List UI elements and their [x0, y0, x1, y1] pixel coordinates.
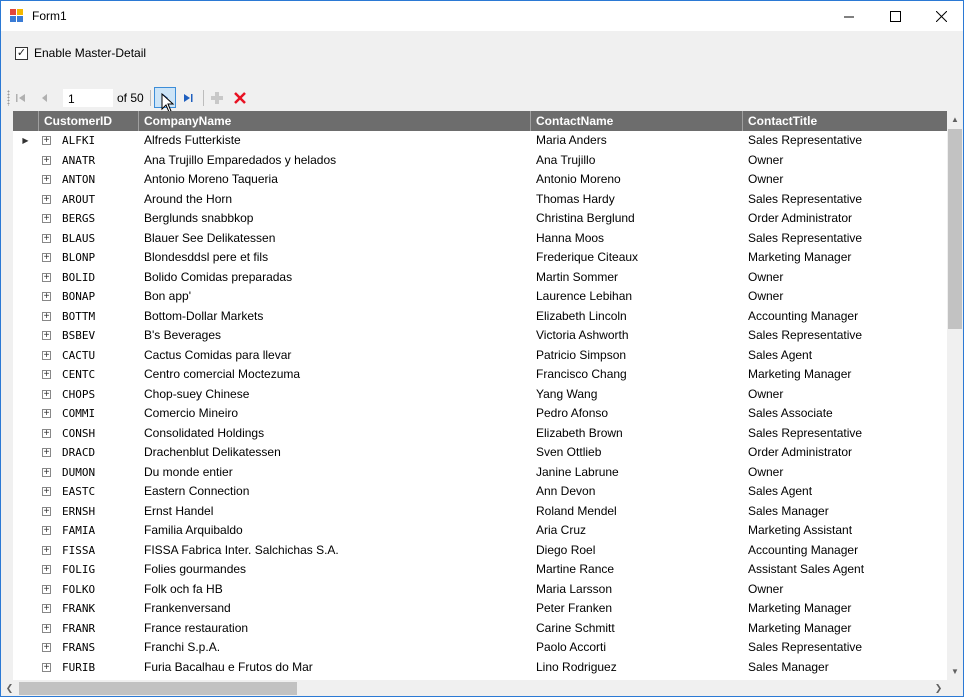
row-header[interactable] [13, 268, 38, 288]
cell-contactname[interactable]: Janine Labrune [536, 464, 619, 479]
maximize-button[interactable] [872, 1, 918, 31]
table-row[interactable] [13, 287, 947, 307]
move-last-button[interactable] [178, 89, 198, 107]
table-row[interactable] [13, 463, 947, 483]
expand-row-icon[interactable]: + [43, 193, 50, 205]
cell-customerid[interactable]: EASTC [62, 485, 96, 498]
cell-contacttitle[interactable]: Marketing Manager [748, 601, 852, 615]
column-header-contactname[interactable]: ContactName [530, 111, 742, 131]
cell-customerid[interactable]: ERNSH [62, 504, 96, 518]
table-row[interactable] [13, 131, 947, 151]
horizontal-scroll-thumb[interactable] [19, 682, 297, 695]
expand-row-icon[interactable]: + [43, 583, 50, 595]
move-first-button[interactable] [11, 89, 31, 107]
row-header[interactable] [13, 443, 38, 463]
cell-contactname[interactable]: Patricio Simpson [536, 347, 627, 362]
cell-companyname[interactable]: Drachenblut Delikatessen [144, 445, 281, 459]
cell-contactname[interactable]: Roland Mendel [536, 503, 617, 518]
expand-row-icon[interactable]: + [43, 135, 50, 146]
expand-row-icon[interactable]: + [43, 564, 50, 575]
scroll-down-icon[interactable]: ▼ [951, 667, 959, 676]
table-row[interactable] [13, 268, 947, 288]
expand-row-icon[interactable]: + [43, 642, 50, 653]
expand-row-icon[interactable]: + [43, 622, 50, 634]
scroll-left-icon[interactable]: ❮ [5, 683, 14, 693]
expand-row-icon[interactable]: + [43, 505, 50, 517]
expand-row-icon[interactable]: + [43, 174, 50, 185]
expand-row-icon[interactable]: + [43, 310, 50, 322]
row-header[interactable] [13, 209, 38, 229]
table-row[interactable] [13, 619, 947, 639]
cell-contactname[interactable]: Elizabeth Brown [536, 425, 623, 440]
cell-companyname[interactable]: Berglunds snabbkop [144, 211, 254, 225]
row-header[interactable] [13, 521, 38, 541]
delete-button[interactable] [230, 89, 250, 107]
cell-customerid[interactable]: BLONP [62, 251, 96, 264]
row-header[interactable] [13, 170, 38, 190]
cell-companyname[interactable]: Blauer See Delikatessen [144, 230, 276, 245]
cell-contacttitle[interactable]: Sales Representative [748, 230, 863, 245]
cell-contactname[interactable]: Lino Rodriguez [536, 659, 617, 674]
cell-contactname[interactable]: Diego Roel [536, 542, 596, 557]
expand-row-icon[interactable]: + [43, 349, 50, 361]
expand-row-icon[interactable]: + [43, 544, 50, 556]
minimize-icon [844, 11, 855, 22]
expand-row-icon[interactable]: + [43, 408, 50, 419]
table-row[interactable] [13, 151, 947, 171]
cell-customerid[interactable]: ANATR [62, 153, 96, 167]
table-row[interactable] [13, 541, 947, 561]
toolbar-separator [203, 90, 204, 106]
cell-customerid[interactable]: FURIB [62, 660, 96, 674]
delete-icon [233, 91, 247, 105]
scroll-up-icon[interactable]: ▲ [951, 115, 959, 124]
cell-customerid[interactable]: FOLKO [62, 582, 96, 596]
table-row[interactable] [13, 365, 947, 385]
row-header[interactable] [13, 463, 38, 483]
customers-grid[interactable] [13, 111, 947, 680]
expand-row-icon[interactable]: + [43, 447, 50, 458]
table-row[interactable] [13, 599, 947, 619]
master-detail-checkbox[interactable] [15, 47, 28, 60]
cell-companyname[interactable]: Antonio Moreno Taqueria [144, 172, 278, 186]
cell-contacttitle[interactable]: Sales Agent [748, 484, 813, 498]
cell-companyname[interactable]: Comercio Mineiro [144, 406, 239, 420]
cell-companyname[interactable]: Familia Arquibaldo [144, 523, 243, 537]
table-row[interactable] [13, 209, 947, 229]
cell-contactname[interactable]: Elizabeth Lincoln [536, 308, 627, 323]
cell-companyname[interactable]: Blondesddsl pere et fils [144, 250, 269, 264]
expand-row-icon[interactable]: + [43, 232, 50, 244]
cell-contactname[interactable]: Hanna Moos [536, 230, 605, 245]
cell-contacttitle[interactable]: Order Administrator [748, 211, 853, 225]
cell-contactname[interactable]: Martin Sommer [536, 269, 619, 284]
expand-row-icon[interactable]: + [43, 388, 50, 400]
cell-customerid[interactable]: FOLIG [62, 563, 96, 576]
scroll-right-icon[interactable]: ❯ [934, 683, 943, 693]
cell-companyname[interactable]: Cactus Comidas para llevar [144, 347, 292, 362]
cell-companyname[interactable]: Chop-suey Chinese [144, 386, 250, 401]
row-header[interactable] [13, 658, 38, 678]
expand-row-icon[interactable]: + [43, 486, 50, 497]
cell-companyname[interactable]: Consolidated Holdings [144, 425, 265, 440]
row-header[interactable] [13, 385, 38, 405]
cell-contacttitle[interactable]: Owner [748, 172, 784, 186]
cell-customerid[interactable]: COMMI [62, 407, 96, 420]
grid-header [13, 111, 947, 131]
table-row[interactable] [13, 326, 947, 346]
cell-contactname[interactable]: Sven Ottlieb [536, 445, 602, 459]
expand-row-icon[interactable]: + [43, 291, 50, 302]
cell-contacttitle[interactable]: Assistant Sales Agent [748, 562, 865, 576]
table-row[interactable] [13, 521, 947, 541]
row-header[interactable] [13, 248, 38, 268]
column-header-customerid[interactable]: CustomerID [38, 111, 138, 131]
header-corner[interactable] [13, 111, 38, 131]
cell-companyname[interactable]: Bolido Comidas preparadas [144, 269, 293, 284]
cell-contactname[interactable]: Christina Berglund [536, 211, 635, 225]
cell-companyname[interactable]: Centro comercial Moctezuma [144, 367, 301, 381]
horizontal-scrollbar[interactable] [1, 680, 947, 697]
plus-icon [210, 91, 224, 105]
expand-row-icon[interactable]: + [43, 271, 50, 283]
cell-companyname[interactable]: Bottom-Dollar Markets [144, 308, 264, 323]
cell-contacttitle[interactable]: Sales Agent [748, 347, 813, 362]
table-row[interactable] [13, 346, 947, 366]
cell-companyname[interactable]: France restauration [144, 620, 249, 635]
table-row[interactable] [13, 443, 947, 463]
cell-contacttitle[interactable]: Owner [748, 289, 784, 303]
cell-contacttitle[interactable]: Owner [748, 152, 784, 167]
expand-row-icon[interactable]: + [43, 330, 50, 341]
cell-contacttitle[interactable]: Sales Manager [748, 659, 829, 674]
cell-customerid[interactable]: BLAUS [62, 231, 96, 245]
master-detail-label: Enable Master-Detail [34, 46, 147, 60]
cell-contactname[interactable]: Ana Trujillo [536, 152, 596, 167]
record-count-label: of 50 [117, 91, 144, 105]
table-row[interactable] [13, 658, 947, 678]
cell-contactname[interactable]: Aria Cruz [536, 523, 587, 537]
expand-row-icon[interactable]: + [43, 213, 50, 224]
cell-companyname[interactable]: Folk och fa HB [144, 581, 223, 596]
cell-customerid[interactable]: BERGS [62, 212, 96, 225]
cell-customerid[interactable]: ALFKI [62, 134, 96, 147]
move-last-icon [182, 92, 194, 104]
row-header[interactable] [13, 307, 38, 327]
cell-companyname[interactable]: FISSA Fabrica Inter. Salchichas S.A. [144, 542, 339, 557]
table-row[interactable] [13, 248, 947, 268]
cell-customerid[interactable]: CHOPS [62, 387, 96, 401]
cell-contactname[interactable]: Paolo Accorti [536, 640, 607, 654]
cell-contacttitle[interactable]: Marketing Manager [748, 620, 852, 635]
cell-customerid[interactable]: FRANK [62, 602, 96, 615]
cell-contacttitle[interactable]: Accounting Manager [748, 308, 859, 323]
cell-contactname[interactable]: Maria Larsson [536, 581, 613, 596]
cell-contactname[interactable]: Yang Wang [536, 386, 598, 401]
toolbar-grip[interactable] [7, 90, 10, 106]
cell-companyname[interactable]: B's Beverages [144, 328, 221, 342]
cell-customerid[interactable]: ANTON [62, 173, 96, 186]
add-new-button[interactable] [207, 89, 227, 107]
cell-contacttitle[interactable]: Sales Representative [748, 328, 863, 342]
cell-customerid[interactable]: DUMON [62, 465, 96, 479]
cell-contacttitle[interactable]: Sales Associate [748, 406, 833, 420]
cell-customerid[interactable]: FISSA [62, 543, 96, 557]
cell-customerid[interactable]: BSBEV [62, 329, 96, 342]
cell-customerid[interactable]: CENTC [62, 368, 96, 381]
cell-contactname[interactable]: Martine Rance [536, 562, 615, 576]
cell-companyname[interactable]: Folies gourmandes [144, 562, 247, 576]
cell-contacttitle[interactable]: Sales Representative [748, 425, 863, 440]
row-header[interactable] [13, 619, 38, 639]
cell-contactname[interactable]: Antonio Moreno [536, 172, 621, 186]
cell-contacttitle[interactable]: Marketing Manager [748, 367, 852, 381]
cell-customerid[interactable]: DRACD [62, 446, 96, 459]
vertical-scroll-thumb[interactable] [948, 129, 962, 329]
cell-contactname[interactable]: Frederique Citeaux [536, 250, 639, 264]
expand-row-icon[interactable]: + [43, 427, 50, 439]
row-header[interactable] [13, 326, 38, 346]
cell-customerid[interactable]: FRANS [62, 641, 96, 654]
row-header[interactable] [13, 365, 38, 385]
cell-companyname[interactable]: Du monde entier [144, 464, 233, 479]
cell-contacttitle[interactable]: Owner [748, 581, 784, 596]
cell-contactname[interactable]: Ann Devon [536, 484, 596, 498]
cell-contactname[interactable]: Carine Schmitt [536, 620, 615, 635]
cell-contactname[interactable]: Maria Anders [536, 133, 607, 147]
cell-customerid[interactable]: BOTTM [62, 309, 96, 323]
cell-contacttitle[interactable]: Owner [748, 386, 784, 401]
expand-row-icon[interactable]: + [43, 252, 50, 263]
row-header[interactable] [13, 424, 38, 444]
expand-row-icon[interactable]: + [43, 603, 50, 614]
cell-contacttitle[interactable]: Order Administrator [748, 445, 853, 459]
cell-contactname[interactable]: Francisco Chang [536, 367, 627, 381]
cell-customerid[interactable]: FAMIA [62, 524, 96, 537]
table-row[interactable] [13, 307, 947, 327]
toolbar-separator [150, 90, 151, 106]
table-row[interactable] [13, 482, 947, 502]
cell-contacttitle[interactable]: Marketing Assistant [748, 523, 853, 537]
maximize-icon [890, 11, 901, 22]
title-bar[interactable] [1, 1, 963, 31]
table-row[interactable] [13, 385, 947, 405]
row-header[interactable] [13, 287, 38, 307]
cell-companyname[interactable]: Franchi S.p.A. [144, 640, 221, 654]
cell-customerid[interactable]: AROUT [62, 192, 96, 206]
move-first-icon [15, 92, 27, 104]
cell-customerid[interactable]: FRANR [62, 621, 96, 635]
cell-companyname[interactable]: Ana Trujillo Emparedados y helados [144, 152, 337, 167]
cell-companyname[interactable]: Alfreds Futterkiste [144, 133, 241, 147]
column-header-companyname[interactable]: CompanyName [138, 111, 530, 131]
cell-contacttitle[interactable]: Sales Representative [748, 191, 863, 206]
mouse-pointer-icon [161, 93, 175, 113]
cell-contacttitle[interactable]: Marketing Manager [748, 250, 852, 264]
cell-contactname[interactable]: Victoria Ashworth [536, 328, 629, 342]
checkmark-icon: ✓ [16, 46, 27, 59]
minimize-button[interactable] [826, 1, 872, 31]
cell-contacttitle[interactable]: Sales Representative [748, 133, 863, 147]
row-header[interactable]: ▶ [22, 136, 29, 146]
row-header[interactable] [13, 482, 38, 502]
table-row[interactable] [13, 229, 947, 249]
table-row[interactable] [13, 190, 947, 210]
close-icon [936, 11, 947, 22]
row-header[interactable] [13, 580, 38, 600]
cell-contacttitle[interactable]: Owner [748, 464, 784, 479]
table-row[interactable] [13, 580, 947, 600]
row-header[interactable] [13, 560, 38, 580]
cell-customerid[interactable]: BOLID [62, 270, 96, 284]
cell-companyname[interactable]: Bon app' [144, 289, 191, 303]
cell-companyname[interactable]: Eastern Connection [144, 484, 250, 498]
row-header[interactable] [13, 404, 38, 424]
cell-customerid[interactable]: BONAP [62, 290, 96, 303]
binding-navigator [5, 87, 265, 109]
cell-companyname[interactable]: Furia Bacalhau e Frutos do Mar [144, 659, 313, 674]
row-header[interactable] [13, 151, 38, 171]
row-header[interactable] [13, 190, 38, 210]
table-row[interactable] [13, 424, 947, 444]
move-previous-icon [39, 92, 51, 104]
row-header[interactable] [13, 229, 38, 249]
cell-contacttitle[interactable]: Accounting Manager [748, 542, 859, 557]
cell-contactname[interactable]: Pedro Afonso [536, 406, 609, 420]
column-header-contacttitle[interactable]: ContactTitle [742, 111, 947, 131]
cell-companyname[interactable]: Around the Horn [144, 191, 233, 206]
app-icon [10, 9, 24, 23]
cell-contacttitle[interactable]: Sales Representative [748, 640, 863, 654]
expand-row-icon[interactable]: + [43, 154, 50, 166]
cell-customerid[interactable]: CACTU [62, 348, 96, 362]
table-row[interactable] [13, 404, 947, 424]
master-detail-option[interactable] [15, 45, 146, 61]
expand-row-icon[interactable]: + [43, 525, 50, 536]
cell-contacttitle[interactable]: Sales Manager [748, 503, 829, 518]
cell-contacttitle[interactable]: Owner [748, 269, 784, 284]
table-row[interactable] [13, 560, 947, 580]
table-row[interactable] [13, 638, 947, 658]
row-header[interactable] [13, 346, 38, 366]
table-row[interactable] [13, 502, 947, 522]
vertical-scrollbar[interactable] [947, 111, 963, 680]
cell-contactname[interactable]: Peter Franken [536, 601, 613, 615]
expand-row-icon[interactable]: + [43, 661, 50, 673]
position-input[interactable]: 1 [63, 89, 113, 107]
row-header[interactable] [13, 541, 38, 561]
row-header[interactable] [13, 599, 38, 619]
move-previous-button[interactable] [35, 89, 55, 107]
row-header[interactable] [13, 502, 38, 522]
row-header[interactable] [13, 638, 38, 658]
table-row[interactable] [13, 170, 947, 190]
cell-companyname[interactable]: Ernst Handel [144, 503, 214, 518]
expand-row-icon[interactable]: + [43, 369, 50, 380]
window-title: Form1 [32, 9, 67, 23]
cell-contactname[interactable]: Laurence Lebihan [536, 289, 633, 303]
close-button[interactable] [918, 1, 964, 31]
cell-companyname[interactable]: Frankenversand [144, 601, 231, 615]
cell-customerid[interactable]: CONSH [62, 426, 96, 440]
expand-row-icon[interactable]: + [43, 466, 50, 478]
cell-contactname[interactable]: Thomas Hardy [536, 191, 615, 206]
